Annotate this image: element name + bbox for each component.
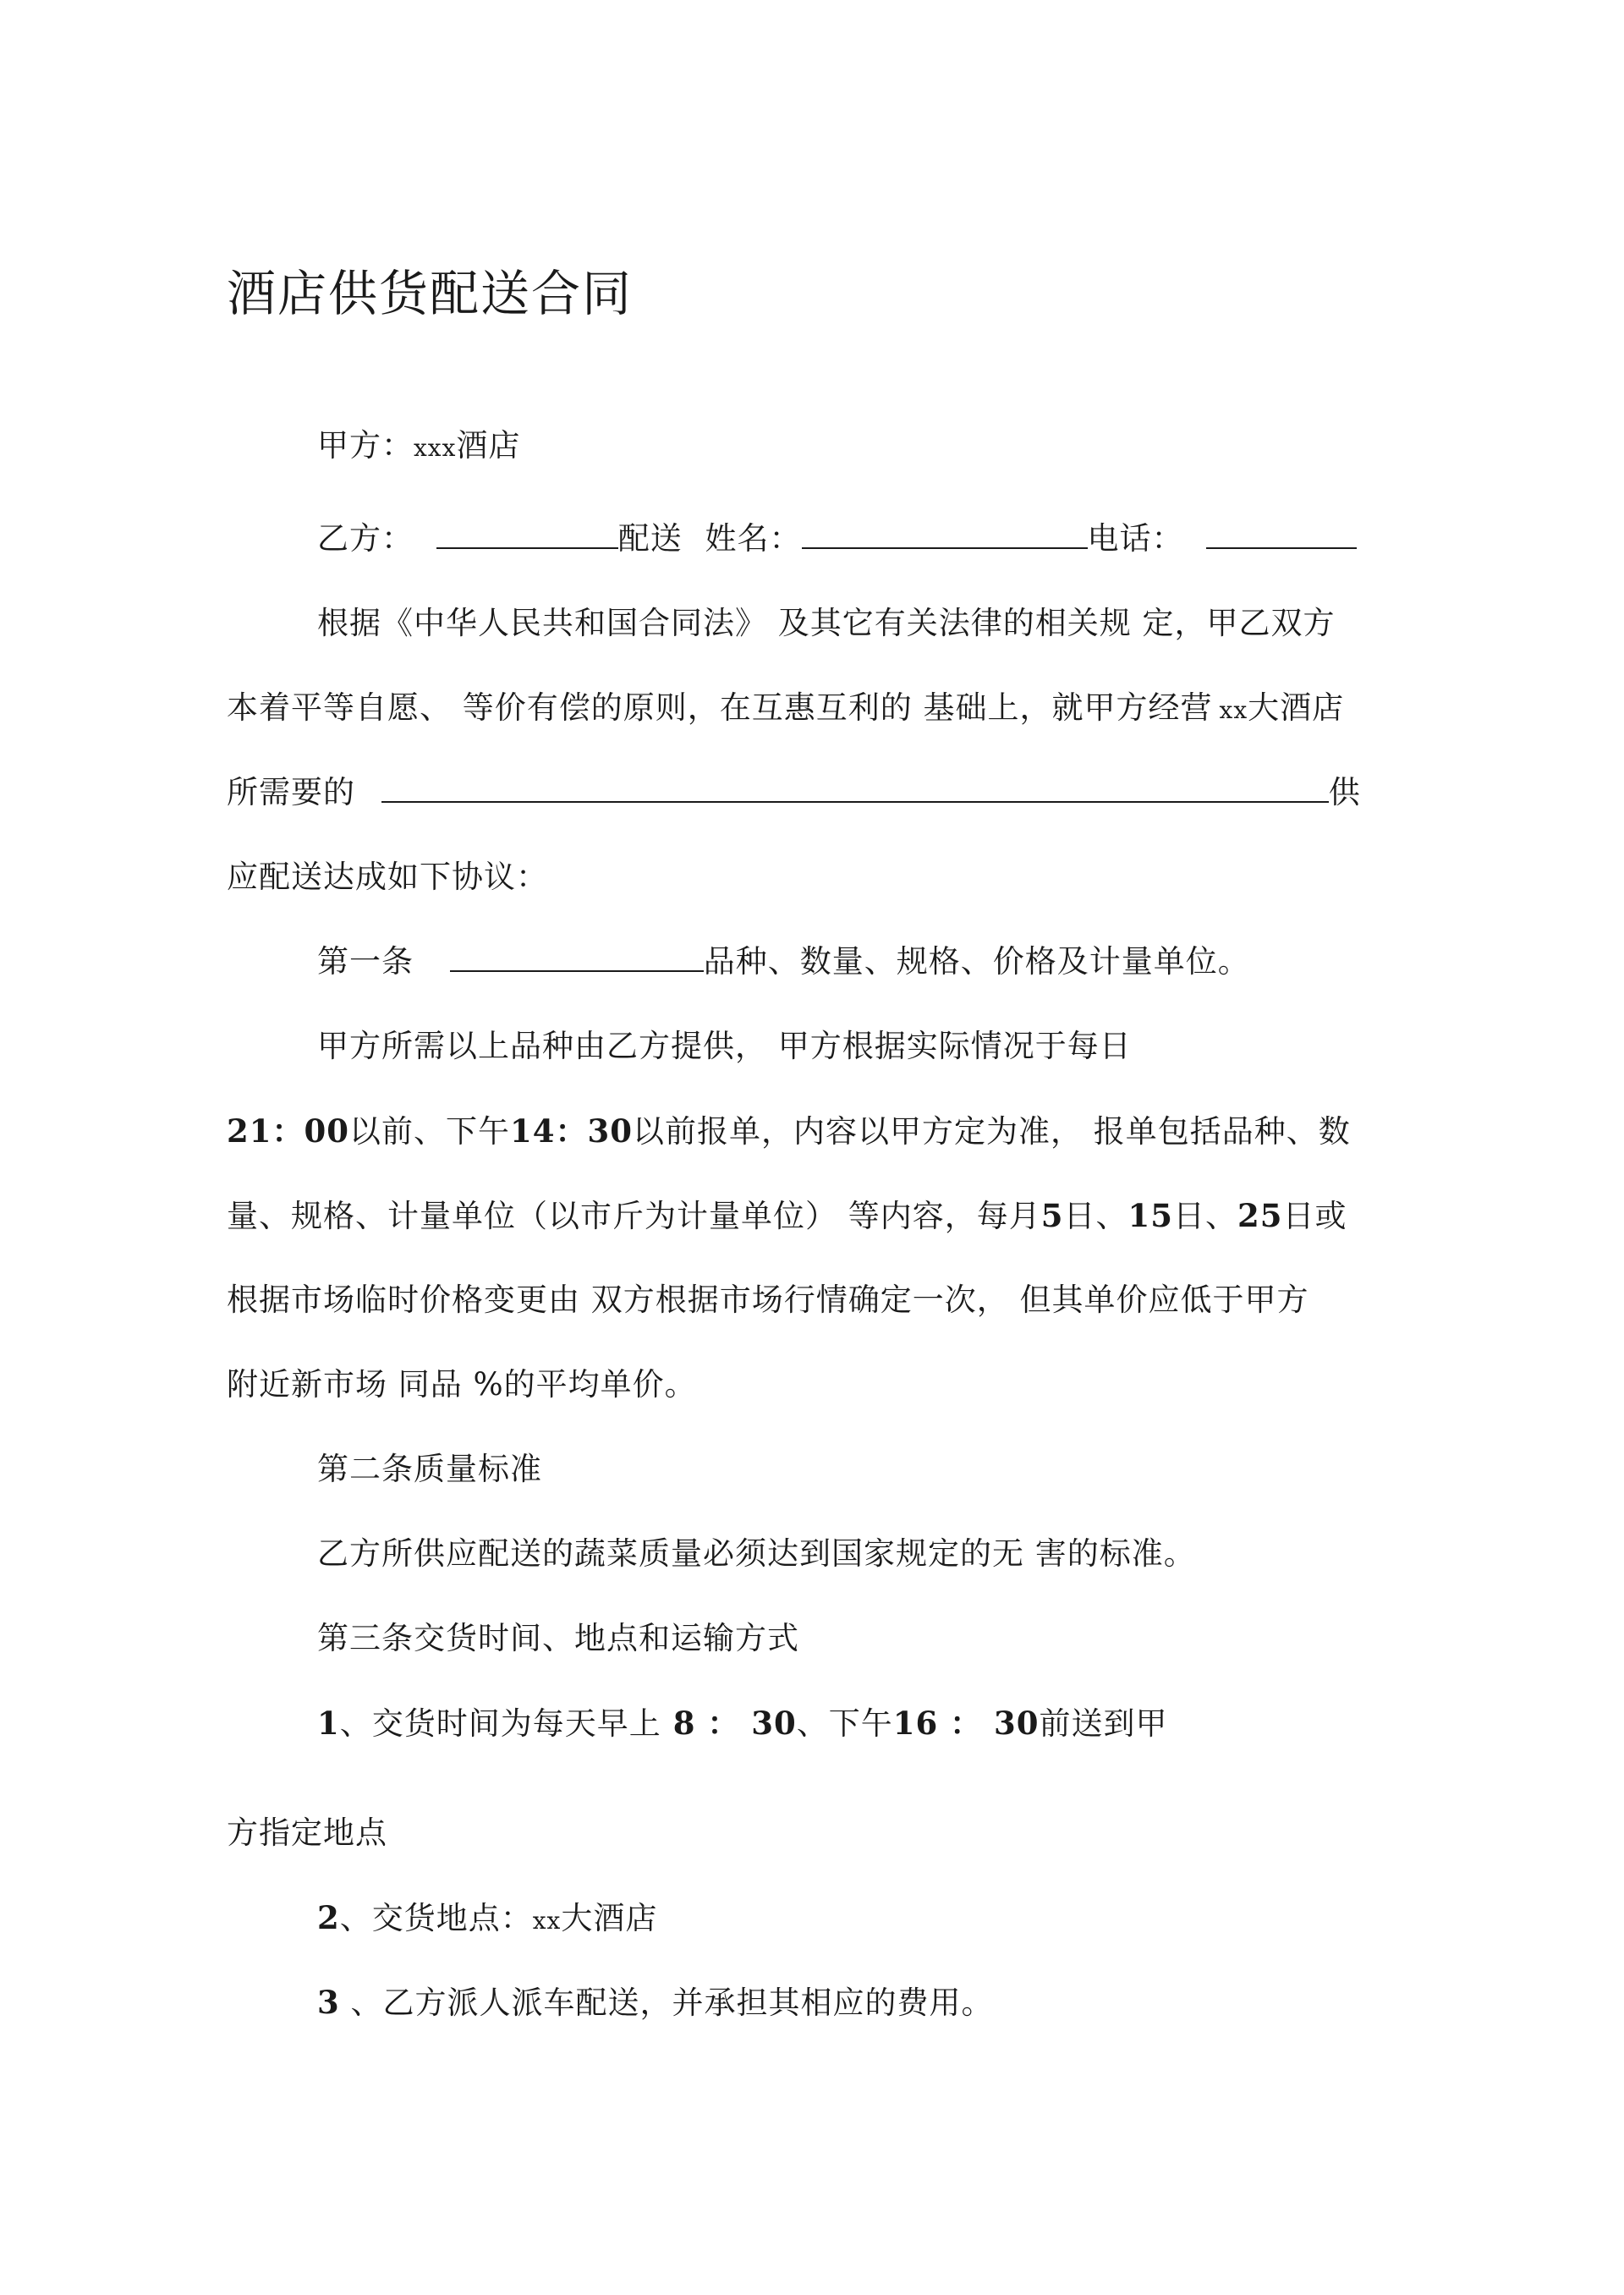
article-3-item-3 (317, 1984, 994, 2022)
delivery-time-1: 8 ： 30 (672, 1705, 797, 1742)
article-1-para-5: 附近新市场 同品 %的平均单价。 (227, 1366, 697, 1403)
article-1-para-3 (227, 1197, 1347, 1235)
preamble-line-3-text: 所需要的 (227, 774, 355, 810)
preamble-line-2-code: xx (1219, 696, 1248, 724)
preamble-line-1: 根据《中华人民共和国合同法》 及其它有关法律的相关规 定，甲乙双方 (317, 605, 1336, 641)
party-a-code: xxx (414, 434, 457, 462)
article-3-item-1-cont: 方指定地点 (227, 1815, 387, 1851)
article-3-item-2-num: 2 (317, 1899, 340, 1936)
article-3-item-2-b: 大酒店 (561, 1900, 658, 1936)
article-3-item-1-num: 1 (317, 1705, 340, 1742)
article-2-heading: 第二条质量标准 (317, 1451, 542, 1487)
preamble-line-2-hotel: 大酒店 (1248, 689, 1345, 726)
party-b-company-blank[interactable] (436, 522, 618, 549)
party-b-label: 乙方： (317, 520, 414, 557)
preamble-line-2-text: 本着平等自愿、 等价有偿的原则，在互惠互利的 基础上，就甲方经营 (227, 689, 1213, 726)
article-3-item-1-c: 前送到甲 (1039, 1705, 1168, 1742)
article-3-item-3-a: 、乙方派人派车配送，并承担其相应的费用。 (339, 1985, 994, 2021)
goods-description-blank[interactable] (381, 776, 1329, 803)
party-a-label: 甲方： (317, 427, 414, 464)
party-b-name-label: 姓名： (705, 520, 802, 557)
party-a-line (317, 427, 520, 467)
article-1-para-4: 根据市场临时价格变更由 双方根据市场行情确定一次， 但其单价应低于甲方 (227, 1282, 1309, 1318)
party-b-name-blank[interactable] (802, 522, 1088, 549)
delivery-time-2: 16 ： 30 (892, 1705, 1040, 1742)
party-a-name: 酒店 (456, 427, 521, 464)
article-3-item-3-num: 3 (317, 1984, 340, 2021)
article-3-item-2 (317, 1899, 657, 1940)
party-b-phone-blank[interactable] (1206, 522, 1357, 549)
article-3-item-1 (317, 1705, 1168, 1743)
report-time-1: 21：00 (227, 1112, 349, 1150)
article-3-item-2-a: 、交货地点： (339, 1900, 533, 1936)
article-1-blank[interactable] (450, 945, 704, 972)
report-time-2: 14：30 (509, 1112, 633, 1150)
preamble-line-4: 应配送达成如下协议： (227, 859, 548, 895)
article-1-heading (317, 943, 1250, 980)
price-day-3: 25 (1237, 1197, 1283, 1234)
article-3-item-1-a: 、交货时间为每天早上 (339, 1705, 661, 1742)
party-b-phone-label: 电话： (1087, 520, 1184, 557)
article-1-title: 品种、数量、规格、价格及计量单位。 (703, 943, 1250, 980)
price-day-2: 15 (1127, 1197, 1174, 1234)
party-b-line (317, 520, 1357, 557)
article-1-para-3-c: 日、 (1173, 1198, 1238, 1234)
article-1-para-3-b: 日、 (1063, 1198, 1128, 1234)
article-1-para-2-b: 以前报单，内容以甲方定为准， 报单包括品种、数 (632, 1113, 1351, 1150)
article-1-para-3-d: 日或 (1282, 1198, 1347, 1234)
page-title: 酒店供货配送合同 (227, 265, 634, 322)
price-day-1: 5 (1040, 1197, 1064, 1234)
article-1-para-3-a: 量、规格、计量单位（以市斤为计量单位） 等内容，每月 (227, 1198, 1041, 1234)
preamble-line-2 (227, 689, 1344, 729)
article-1-para-1: 甲方所需以上品种由乙方提供， 甲方根据实际情况于每日 (317, 1028, 1132, 1064)
article-1-label: 第一条 (317, 943, 414, 980)
article-3-heading: 第三条交货时间、地点和运输方式 (317, 1620, 799, 1656)
preamble-line-3-end: 供 (1328, 774, 1361, 810)
article-3-item-1-b: 、下午 (796, 1705, 893, 1742)
article-2-para-1: 乙方所供应配送的蔬菜质量必须达到国家规定的无 害的标准。 (317, 1535, 1196, 1572)
party-b-delivery-word: 配送 (617, 520, 683, 557)
article-3-item-2-code: xx (532, 1907, 562, 1935)
article-1-para-2 (227, 1112, 1351, 1150)
article-1-para-2-a: 以前、下午 (348, 1113, 510, 1150)
preamble-line-3 (227, 774, 1361, 811)
